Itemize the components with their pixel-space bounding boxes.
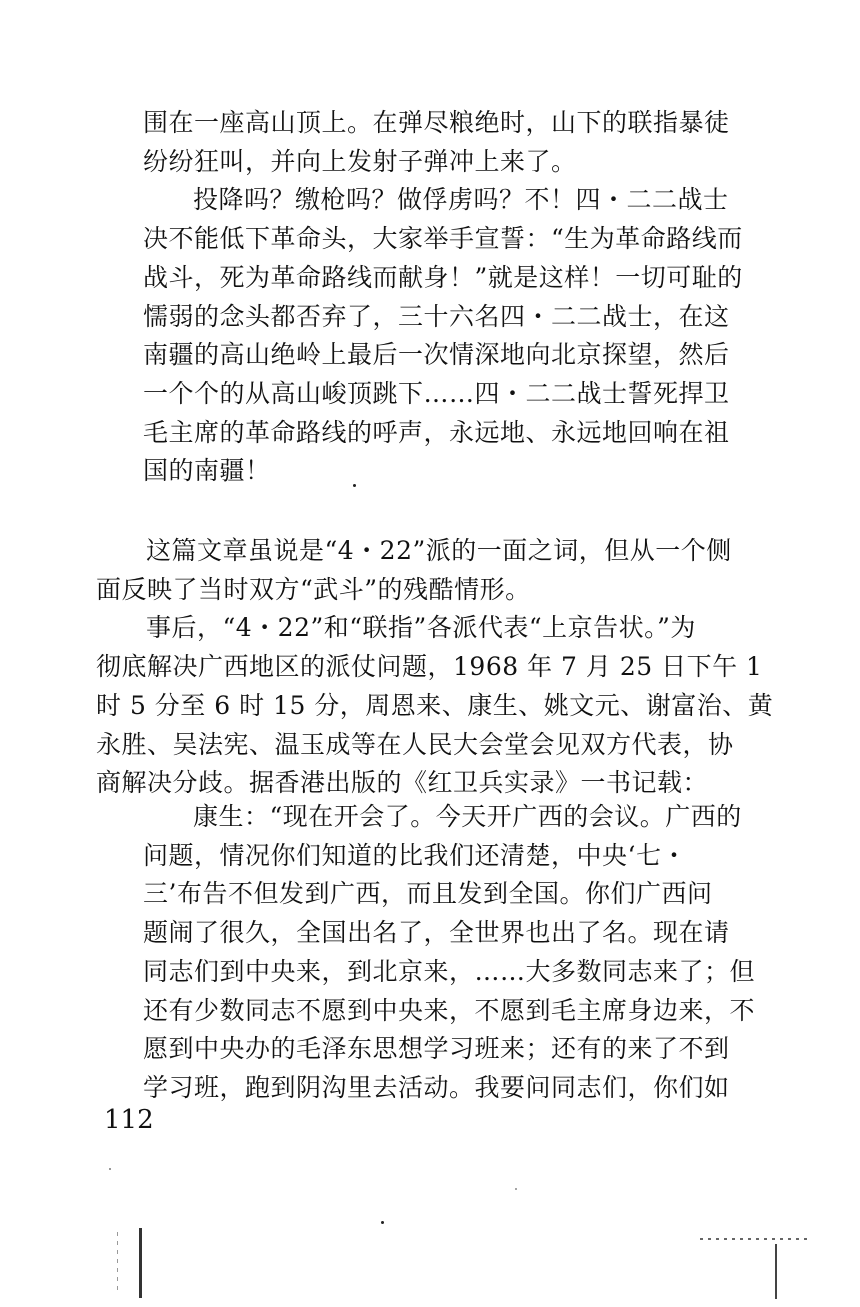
text-line: 毛主席的革命路线的呼声，永远地、永远地回响在祖 [143, 417, 730, 447]
text-line: 愿到中央办的毛泽东思想学习班来；还有的来了不到 [143, 1034, 730, 1064]
text-line: 商解决分歧。据香港出版的《红卫兵实录》一书记载： [96, 768, 709, 798]
text-line: 三’布告不但发到广西，而且发到全国。你们广西问 [143, 879, 713, 909]
text-line: 懦弱的念头都否弃了，三十六名四・二二战士，在这 [143, 301, 730, 331]
text-line: 学习班，跑到阴沟里去活动。我要问同志们，你们如 [143, 1072, 730, 1102]
paragraph-start-line: 这篇文章虽说是“4・22”派的一面之词，但从一个侧 [146, 536, 732, 565]
text-line: 国的南疆！ [143, 456, 271, 486]
page-number: 112 [104, 1105, 154, 1135]
quoted-passage-1 [143, 104, 743, 491]
body-paragraphs [96, 532, 774, 803]
scan-edge-line [117, 1232, 118, 1292]
text-line: 同志们到中央来，到北京来，……大多数同志来了；但 [143, 956, 756, 986]
text-line: 一个个的从高山峻顶跳下……四・二二战士誓死捍卫 [143, 378, 730, 408]
scan-edge-line [700, 1238, 810, 1240]
scan-edge-line [139, 1228, 142, 1298]
text-line: 纷纷狂叫，并向上发射子弹冲上来了。 [143, 146, 577, 176]
text-line: 还有少数同志不愿到中央来，不愿到毛主席身边来，不 [143, 995, 756, 1025]
text-line: 永胜、吴法宪、温玉成等在人民大会堂会见双方代表，协 [96, 729, 734, 759]
text-line: 战斗，死为革命路线而献身！”就是这样！一切可耻的 [143, 262, 743, 292]
paragraph-start-line: 康生：“现在开会了。今天开广西的会议。广西的 [193, 802, 742, 831]
text-line: 南疆的高山绝岭上最后一次情深地向北京探望，然后 [143, 340, 730, 370]
text-line: 面反映了当时双方“武斗”的残酷情形。 [96, 574, 531, 604]
paragraph-start-line: 投降吗？缴枪吗？做俘虏吗？不！四・二二战士 [193, 185, 729, 215]
scan-speck [353, 484, 356, 487]
text-line: 围在一座高山顶上。在弹尽粮绝时，山下的联指暴徒 [143, 108, 730, 137]
text-line: 题闹了很久，全国出名了，全世界也出了名。现在请 [143, 918, 730, 948]
paragraph-start-line: 事后，“4・22”和“联指”各派代表“上京告状。”为 [146, 613, 696, 643]
scan-speck [381, 1221, 384, 1224]
scan-edge-line [775, 1244, 777, 1299]
quoted-passage-2 [143, 798, 756, 1108]
text-line: 彻底解决广西地区的派仗问题，1968 年 7 月 25 日下午 1 [96, 652, 763, 682]
scan-speck [109, 1168, 111, 1170]
scan-speck [515, 1188, 517, 1190]
text-line: 时 5 分至 6 时 15 分，周恩来、康生、姚文元、谢富治、黄 [96, 690, 774, 720]
text-line: 问题，情况你们知道的比我们还清楚，中央‘七・ [143, 840, 687, 870]
text-line: 决不能低下革命头，大家举手宣誓：“生为革命路线而 [143, 224, 743, 254]
